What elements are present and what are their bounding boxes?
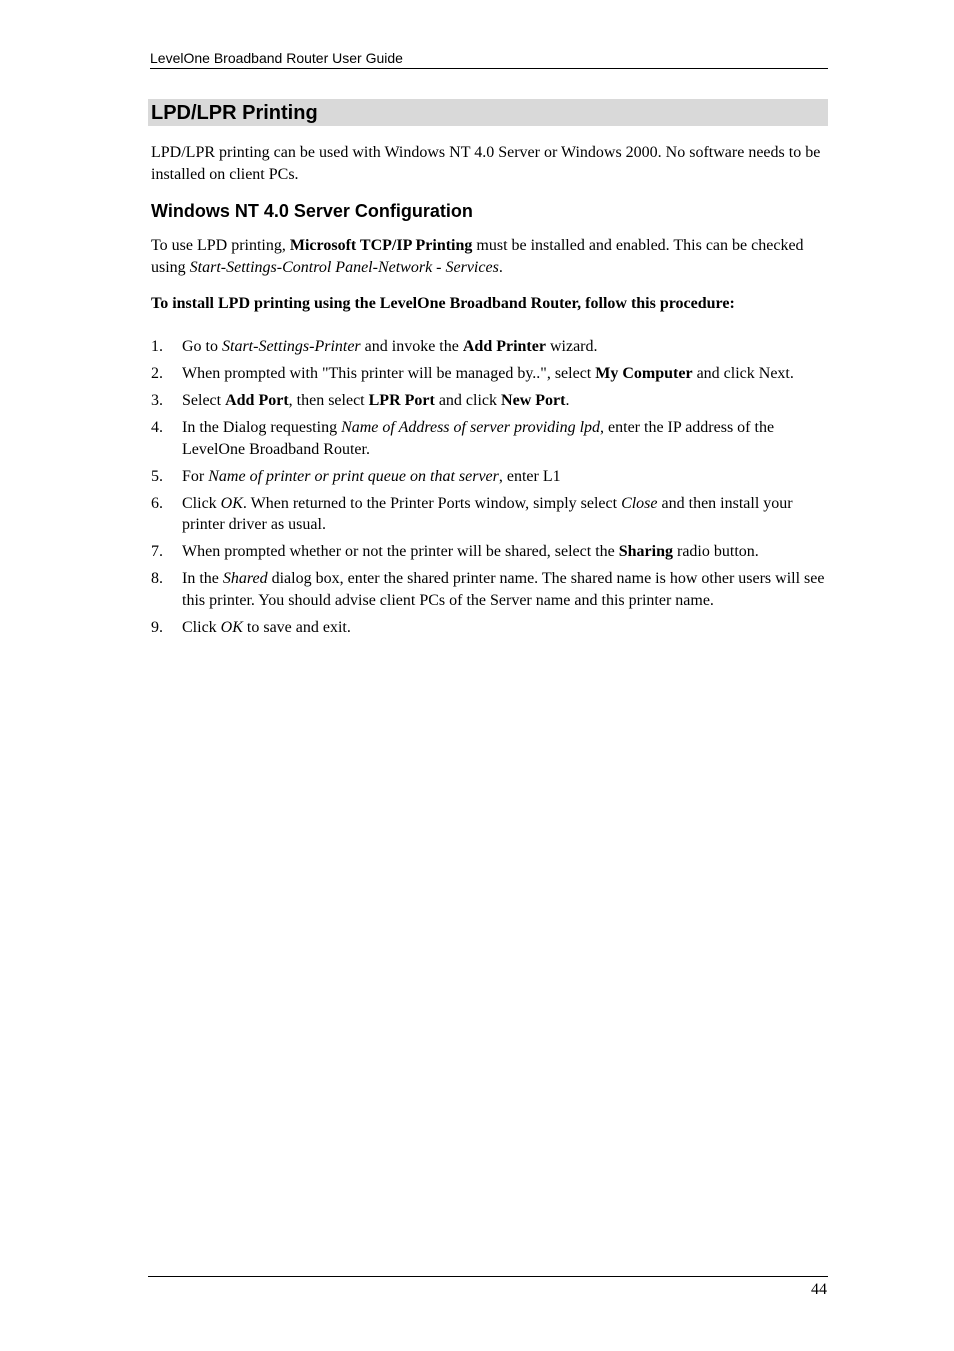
procedure-steps <box>151 336 827 644</box>
footer-rule <box>148 1276 828 1277</box>
step-item <box>151 617 827 639</box>
step-italic: OK <box>220 494 243 512</box>
step-item <box>151 417 827 460</box>
step-text: and click Next. <box>692 365 794 382</box>
step-number: 1. <box>151 338 163 355</box>
step-italic: Name of printer or print queue on that server <box>208 467 499 485</box>
step-text: and click <box>434 392 502 409</box>
step-text: , enter the IP address of the LevelOne Broadband Router. <box>182 419 775 458</box>
page-number: 44 <box>811 1281 827 1298</box>
step-item <box>151 363 827 385</box>
running-header: LevelOne Broadband Router User Guide <box>150 49 828 69</box>
step-text: When prompted whether or not the printer will be shared, select the <box>182 543 619 560</box>
step-text: to save and exit. <box>242 618 351 636</box>
step-text: dialog box, enter the shared printer name. The shared name is how other users will see this printer. You should advise client PCs of the Server name and this printer name. <box>182 570 825 609</box>
step-italic: Start-Settings-Printer <box>222 338 361 355</box>
step-bold: Add Printer <box>462 338 546 355</box>
config-paragraph <box>151 235 827 278</box>
config-italic-1: Start-Settings-Control Panel-Network - Services <box>189 258 499 276</box>
step-item <box>151 568 827 611</box>
step-italic: Close <box>621 494 658 512</box>
step-number: 9. <box>151 618 163 636</box>
step-text: radio button. <box>673 543 759 560</box>
step-text: Click <box>182 494 221 512</box>
step-italic: OK <box>220 618 243 636</box>
step-number: 5. <box>151 467 163 485</box>
step-bold: LPR Port <box>368 392 435 409</box>
step-text: Click <box>182 618 221 636</box>
step-bold: Add Port <box>225 392 289 409</box>
subsection-title: Windows NT 4.0 Server Configuration <box>151 201 473 221</box>
step-text: and then install your printer driver as usual. <box>182 494 793 533</box>
step-text: Go to <box>182 338 222 355</box>
step-text: , then select <box>288 392 369 409</box>
step-text: . When returned to the Printer Ports window, simply select <box>242 494 622 512</box>
procedure-heading: To install LPD printing using the LevelOne Broadband Router, follow this procedure: <box>151 295 735 312</box>
step-text: wizard. <box>545 338 598 355</box>
step-number: 8. <box>151 570 163 587</box>
step-text: For <box>182 467 209 485</box>
step-italic: Shared <box>222 570 268 587</box>
step-item <box>151 390 827 412</box>
step-bold: New Port <box>501 392 566 409</box>
step-number: 7. <box>151 543 163 560</box>
step-italic: Name of Address of server providing lpd <box>341 419 601 436</box>
step-number: 4. <box>151 419 163 436</box>
step-number: 2. <box>151 365 163 382</box>
config-text-3: . <box>498 258 503 276</box>
step-item <box>151 493 827 536</box>
step-item <box>151 541 827 563</box>
step-text: Select <box>182 392 226 409</box>
step-bold: Sharing <box>618 543 673 560</box>
config-text-2: must be installed and enabled. This can be checked using <box>151 237 804 276</box>
step-number: 3. <box>151 392 163 409</box>
config-text-1: To use LPD printing, <box>151 237 290 254</box>
step-bold: My Computer <box>595 365 693 382</box>
step-text: In the <box>182 570 223 587</box>
step-item <box>151 336 827 358</box>
intro-paragraph: LPD/LPR printing can be used with Windows NT 4.0 Server or Windows 2000. No software needs to be installed on client PCs. <box>151 144 821 183</box>
step-text: , enter L1 <box>498 467 561 485</box>
config-bold-1: Microsoft TCP/IP Printing <box>289 237 473 254</box>
section-heading-bar <box>148 99 828 126</box>
step-text: and invoke the <box>360 338 463 355</box>
step-text: In the Dialog requesting <box>182 419 342 436</box>
step-number: 6. <box>151 494 163 512</box>
section-title: LPD/LPR Printing <box>151 102 318 124</box>
step-item <box>151 466 827 488</box>
step-text: When prompted with "This printer will be managed by..", select <box>182 365 596 382</box>
step-text: . <box>565 392 570 409</box>
